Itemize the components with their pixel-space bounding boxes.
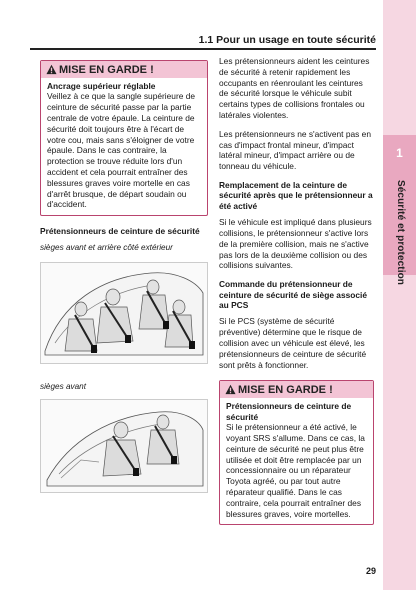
warning-body (220, 398, 373, 519)
intro-paragraph: Les prétensionneurs aident les ceintures de sécurité à retenir rapidement les occupants en réenroulant les ceintures de sécurité lorsque le véhicule subit certains types de collisions frontales ou latérales violentes. (219, 56, 370, 120)
paragraph-pcs: Si le PCS (système de sécurité préventive) détermine que le risque de collision avec un véhicule est élevé, les prétensionneurs de ceinture de sécurité sont prêts à fonctionner. (219, 316, 367, 370)
header-rule (30, 48, 376, 50)
warning-title: MISE EN GARDE ! (238, 383, 333, 396)
section-title: 1.1 Pour un usage en toute sécurité (198, 34, 376, 46)
paragraph-minor-impacts: Les prétensionneurs ne s'activent pas en cas d'impact frontal mineur, d'impact latéral mineur, d'impact arrière ou de tonneau du véhicule. (219, 128, 371, 172)
side-tab-strip (383, 0, 416, 590)
warning-box-anchor (40, 60, 208, 216)
heading-pcs: Commande du prétensionneur de ceinture de sécurité de siège associé au PCS (219, 279, 368, 310)
left-column (40, 60, 208, 493)
warning-header (220, 381, 373, 398)
warning-body (41, 78, 207, 210)
illustration-front-rear-seats (40, 262, 208, 364)
page-number: 29 (365, 566, 376, 576)
chapter-title: Sécurité et protection (395, 180, 406, 285)
caption-front: sièges avant (40, 381, 86, 391)
warning-text: Veillez à ce que la sangle supérieure de ceinture de sécurité passe par la partie centrale de votre épaule. La ceinture de sécurité doit toujours être à l'écart de votre cou, mais sans s'éloigner de votre épaule. Dans le cas contraire, la protection se trouve réduite lors d'un accident et cela pourrait entraîner des blessures graves voire mortelle en cas d'arrêt brusque, de départ soudain ou d'accident. (47, 91, 196, 210)
right-column (219, 56, 374, 525)
warning-subheading: Prétensionneurs de ceinture de sécurité (226, 401, 352, 422)
warning-header (41, 61, 207, 78)
caption-front-rear: sièges avant et arrière côté extérieur (40, 242, 173, 252)
page-header (30, 0, 376, 51)
warning-title: MISE EN GARDE ! (59, 63, 154, 76)
car-interior-illustration-2 (41, 400, 207, 492)
section-heading-pretensioners: Prétensionneurs de ceinture de sécurité (40, 226, 200, 237)
chapter-number: 1 (396, 146, 403, 160)
heading-replacement: Remplacement de la ceinture de sécurité après que le prétensionneur a été activé (219, 179, 373, 211)
illustration-front-seats (40, 399, 208, 493)
paragraph-multiple-collisions: Si le véhicule est impliqué dans plusieurs collisions, le prétensionneur s'active lors de la première collision, mais ne s'active pas lors de la deuxième collision ou des collisions suivantes. (219, 217, 372, 271)
car-interior-illustration-1 (41, 263, 207, 363)
warning-subheading: Ancrage supérieur réglable (47, 81, 156, 91)
warning-triangle-icon (225, 384, 236, 395)
warning-text: Si le prétensionneur a été activé, le voyant SRS s'allume. Dans ce cas, la ceinture de sécurité ne peut plus être utilisée et doit être remplacée par un concessionnaire ou un réparateur Toyota agréé, ou par tout autre réparateur qualifié. Dans le cas contraire, cela pourrait entraîner des blessures graves, voire mortelles. (226, 422, 365, 519)
warning-box-pretensioner (219, 380, 374, 525)
warning-triangle-icon (46, 64, 57, 75)
